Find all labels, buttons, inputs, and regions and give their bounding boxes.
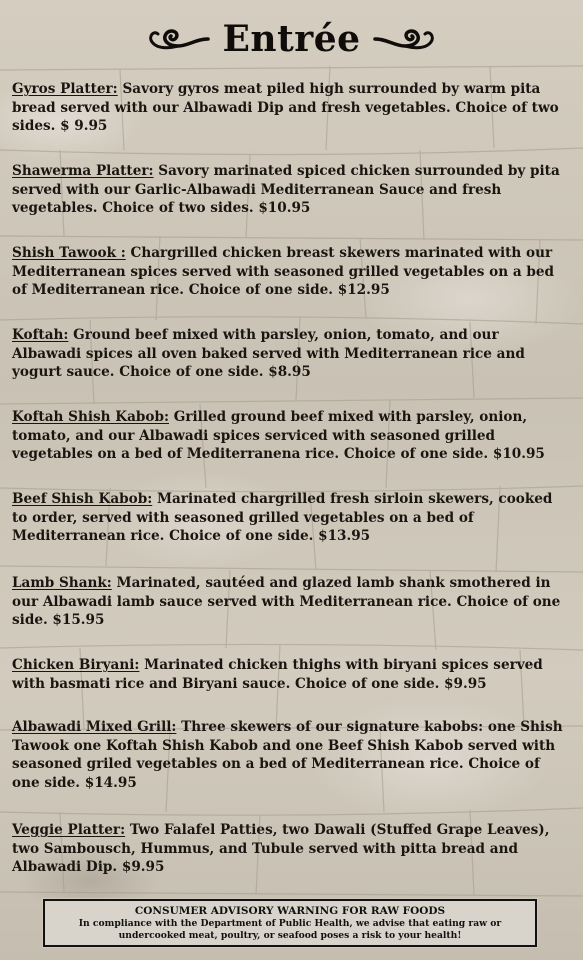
menu-item-name: Shish Tawook :: [12, 245, 126, 261]
menu-item-albawadi-mixed-grill: [12, 718, 572, 792]
page-title: Entrée: [222, 18, 361, 60]
menu-item-beef-shish-kabob: [12, 490, 572, 546]
menu-item-description: Three skewers of our signature kabobs: one Shish Tawook one Koftah Shish Kabob and one Beef Shish Kabob served with seasoned griled vegetables on a bed of Mediterranean rice. Choice of one side. $14.95: [12, 719, 563, 791]
consumer-advisory-box: [43, 899, 537, 947]
menu-item-lamb-shank: [12, 574, 572, 630]
menu-item-description: Ground beef mixed with parsley, onion, tomato, and our Albawadi spices all oven baked served with Mediterranean rice and yogurt sauce. Choice of one side. $8.95: [12, 327, 525, 381]
menu-item-koftah-shish-kabob: [12, 408, 572, 464]
menu-item-veggie-platter: [12, 821, 572, 877]
header: [0, 14, 583, 64]
menu-item-description: Marinated, sautéed and glazed lamb shank smothered in our Albawadi lamb sauce served with Mediterranean rice. Choice of one side. $15.95: [12, 575, 561, 629]
menu-item-name: Koftah Shish Kabob:: [12, 409, 169, 425]
advisory-body: In compliance with the Department of Public Health, we advise that eating raw or undercooked meat, poultry, or seafood poses a risk to your health!: [78, 918, 502, 941]
menu-item-koftah: [12, 326, 572, 382]
menu-item-description: Savory gyros meat piled high surrounded by warm pita bread served with our Albawadi Dip and fresh vegetables. Choice of two sides. $ 9.95: [12, 81, 559, 135]
menu-item-shish-tawook: [12, 244, 572, 300]
menu-item-description: Marinated chicken thighs with biryani spices served with basmati rice and Biryani sauce. Choice of one side. $9.95: [12, 657, 543, 692]
menu-item-description: Grilled ground beef mixed with parsley, onion, tomato, and our Albawadi spices serviced with seasoned grilled vegetables on a bed of Mediterranena rice. Choice of one side. $10.95: [12, 409, 545, 463]
menu-item-description: Marinated chargrilled fresh sirloin skewers, cooked to order, served with seasoned grilled vegetables on a bed of Mediterranean rice. Choice of one side. $13.95: [12, 491, 553, 545]
left-flourish-icon: [148, 24, 212, 54]
menu-item-name: Albawadi Mixed Grill:: [12, 719, 177, 735]
menu-item-shawerma-platter: [12, 162, 572, 218]
menu-item-description: Two Falafel Patties, two Dawali (Stuffed Grape Leaves), two Sambousch, Hummus, and Tubule served with pitta bread and Albawadi Dip. $9.95: [12, 822, 550, 876]
advisory-title: CONSUMER ADVISORY WARNING FOR RAW FOODS: [134, 905, 446, 917]
menu-item-name: Gyros Platter:: [12, 81, 118, 97]
right-flourish-icon: [371, 24, 435, 54]
menu-item-name: Koftah:: [12, 327, 69, 343]
menu-item-description: Savory marinated spiced chicken surrounded by pita served with our Garlic-Albawadi Mediterranean Sauce and fresh vegetables. Choice of two sides. $10.95: [12, 163, 560, 217]
menu-item-gyros-platter: [12, 80, 572, 136]
menu-item-name: Veggie Platter:: [12, 822, 126, 838]
menu-item-name: Shawerma Platter:: [12, 163, 154, 179]
menu-item-name: Chicken Biryani:: [12, 657, 140, 673]
menu-item-chicken-biryani: [12, 656, 572, 693]
menu-item-name: Lamb Shank:: [12, 575, 112, 591]
menu-item-description: Chargrilled chicken breast skewers marinated with our Mediterranean spices served with seasoned grilled vegetables on a bed of Mediterranean rice. Choice of one side. $12.95: [12, 245, 555, 299]
menu-item-name: Beef Shish Kabob:: [12, 491, 153, 507]
